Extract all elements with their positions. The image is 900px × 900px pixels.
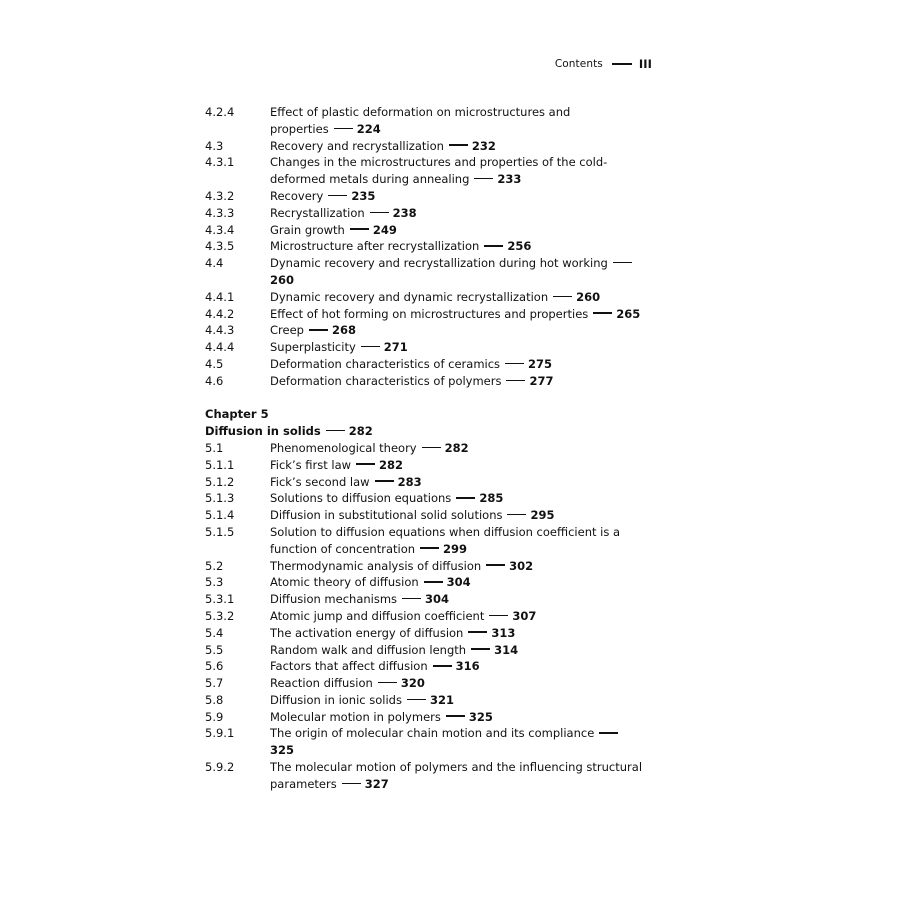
- entry-page: 235: [351, 188, 376, 203]
- table-of-contents: [205, 104, 645, 793]
- entry-page: 249: [372, 222, 397, 237]
- entry-number: 5.8: [205, 692, 224, 707]
- entry-text: [270, 104, 645, 138]
- leader-rule: [474, 178, 493, 180]
- entry-number: 4.3: [205, 138, 224, 153]
- toc-entry[interactable]: [205, 238, 645, 255]
- entry-page: 224: [356, 121, 381, 136]
- toc-entry[interactable]: [205, 339, 645, 356]
- entry-number: 4.3.1: [205, 155, 235, 170]
- toc-entry[interactable]: [205, 289, 645, 306]
- entry-page: 316: [455, 659, 480, 674]
- entry-number: 4.4.4: [205, 340, 235, 355]
- leader-rule: [326, 430, 345, 432]
- entry-page: 299: [443, 541, 468, 556]
- entry-title: Phenomenological theory: [270, 440, 417, 455]
- entry-number: 5.1.4: [205, 508, 235, 523]
- leader-rule: [402, 598, 421, 600]
- entry-title: Solution to diffusion equations when diffusion coefficient is a: [270, 524, 621, 539]
- leader-rule: [370, 212, 389, 214]
- leader-rule: [375, 480, 394, 482]
- entry-text: [270, 692, 645, 709]
- entry-text: [270, 675, 645, 692]
- entry-page: 325: [270, 743, 295, 758]
- leader-rule: [446, 715, 465, 717]
- entry-number: 4.2.4: [205, 105, 235, 119]
- entry-number: 5.1: [205, 440, 224, 455]
- toc-entry[interactable]: [205, 574, 645, 591]
- entry-title: Atomic theory of diffusion: [270, 575, 419, 590]
- entry-text: [270, 238, 645, 255]
- entry-number: 5.3.1: [205, 592, 235, 607]
- entry-number: 4.4.1: [205, 289, 235, 304]
- entry-number: 4.4.3: [205, 323, 235, 338]
- chapter-title-entry[interactable]: [205, 423, 645, 440]
- entry-page: 325: [468, 709, 493, 724]
- entry-page: 275: [528, 356, 553, 371]
- entry-text: [270, 289, 645, 306]
- leader-rule: [484, 245, 503, 247]
- entry-page: 282: [444, 440, 469, 455]
- entry-title: Atomic jump and diffusion coefficient: [270, 608, 485, 623]
- leader-rule: [420, 547, 439, 549]
- entry-number: 5.5: [205, 642, 224, 657]
- entry-text: [270, 725, 645, 759]
- running-header: [555, 57, 652, 71]
- toc-entry[interactable]: [205, 625, 645, 642]
- entry-text: [270, 255, 645, 289]
- entry-text: [270, 759, 645, 793]
- toc-entry[interactable]: [205, 709, 645, 726]
- entry-page: 327: [364, 776, 389, 791]
- entry-title: Deformation characteristics of polymers: [270, 373, 502, 388]
- entry-text: [270, 558, 645, 575]
- leader-rule: [433, 665, 452, 667]
- entry-number: 5.9: [205, 709, 224, 724]
- entry-number: 5.2: [205, 558, 224, 573]
- entry-text: [270, 625, 645, 642]
- toc-entry[interactable]: [205, 222, 645, 239]
- entry-text: [270, 574, 645, 591]
- leader-rule: [456, 497, 475, 499]
- entry-page: 238: [392, 205, 417, 220]
- leader-rule: [334, 128, 353, 130]
- entry-title: Recrystallization: [270, 205, 365, 220]
- entry-title: Effect of hot forming on microstructures and properties: [270, 306, 589, 321]
- entry-page: 321: [429, 692, 454, 707]
- leader-rule: [422, 447, 441, 449]
- entry-text: [270, 356, 645, 373]
- entry-title-continued: properties: [270, 121, 329, 136]
- entry-text: [270, 339, 645, 356]
- entry-title: Recovery: [270, 188, 324, 203]
- leader-rule: [613, 262, 632, 264]
- entry-page: 283: [397, 474, 422, 489]
- toc-entry[interactable]: [205, 608, 645, 625]
- entry-text: [270, 373, 645, 390]
- header-rule: [612, 63, 632, 65]
- entry-number: 4.4.2: [205, 306, 235, 321]
- entry-title: Molecular motion in polymers: [270, 709, 441, 724]
- entry-title: Diffusion mechanisms: [270, 592, 398, 607]
- entry-page: 282: [379, 457, 404, 472]
- entry-text: [270, 188, 645, 205]
- entry-title: Reaction diffusion: [270, 676, 373, 691]
- toc-entry[interactable]: [205, 154, 645, 188]
- entry-page: 256: [507, 239, 532, 254]
- entry-title: Dynamic recovery and recrystallization during hot working: [270, 256, 608, 271]
- entry-title: Thermodynamic analysis of diffusion: [270, 558, 482, 573]
- entry-text: [270, 490, 645, 507]
- entry-page: 302: [509, 558, 534, 573]
- entry-number: 5.1.5: [205, 524, 235, 539]
- entry-page: 268: [331, 323, 356, 338]
- entry-text: [270, 154, 645, 188]
- entry-number: 5.1.3: [205, 491, 235, 506]
- entry-page: 233: [497, 172, 522, 187]
- entry-title-continued: function of concentration: [270, 541, 416, 556]
- entry-page: 271: [383, 340, 408, 355]
- entry-number: 5.3: [205, 575, 224, 590]
- toc-entry[interactable]: [205, 507, 645, 524]
- leader-rule: [506, 380, 525, 382]
- toc-entry[interactable]: [205, 725, 645, 759]
- entry-number: 4.3.3: [205, 205, 235, 220]
- entry-title: Microstructure after recrystallization: [270, 239, 480, 254]
- entry-text: [270, 474, 645, 491]
- entry-title: Effect of plastic deformation on microstructures and: [270, 105, 571, 119]
- entry-page: 232: [471, 138, 496, 153]
- entry-title: Diffusion in substitutional solid solutions: [270, 508, 503, 523]
- entry-number: 4.3.5: [205, 239, 235, 254]
- toc-entry[interactable]: [205, 692, 645, 709]
- entry-text: [270, 709, 645, 726]
- leader-rule: [489, 615, 508, 617]
- leader-rule: [424, 581, 443, 583]
- leader-rule: [505, 363, 524, 365]
- entry-title-continued: deformed metals during annealing: [270, 172, 470, 187]
- entry-title: Diffusion in ionic solids: [270, 692, 402, 707]
- entry-text: [270, 440, 645, 457]
- entry-title: The activation energy of diffusion: [270, 625, 464, 640]
- running-head-title: Contents: [554, 58, 603, 70]
- toc-entry[interactable]: [205, 322, 645, 339]
- toc-entry[interactable]: [205, 524, 645, 558]
- entry-page: 313: [491, 625, 516, 640]
- leader-rule: [309, 329, 328, 331]
- entry-title: Solutions to diffusion equations: [270, 491, 452, 506]
- entry-number: 5.4: [205, 625, 224, 640]
- entry-number: 5.6: [205, 659, 224, 674]
- toc-entry[interactable]: [205, 138, 645, 155]
- leader-rule: [361, 346, 380, 348]
- entry-text: [270, 658, 645, 675]
- chapter-label: Chapter 5: [205, 407, 269, 422]
- entry-page: 260: [270, 272, 295, 287]
- leader-rule: [356, 463, 375, 465]
- toc-entry[interactable]: [205, 205, 645, 222]
- toc-entry[interactable]: [205, 759, 645, 793]
- entry-number: 5.1.1: [205, 457, 235, 472]
- leader-rule: [378, 682, 397, 684]
- toc-entry[interactable]: [205, 474, 645, 491]
- entry-title: Deformation characteristics of ceramics: [270, 356, 501, 371]
- leader-rule: [599, 732, 618, 734]
- entry-number: 4.3.2: [205, 188, 235, 203]
- leader-rule: [350, 228, 369, 230]
- entry-number: 5.7: [205, 676, 224, 691]
- leader-rule: [593, 312, 612, 314]
- entry-number: 4.6: [205, 373, 224, 388]
- leader-rule: [553, 296, 572, 298]
- entry-title-continued: parameters: [270, 776, 337, 791]
- entry-text: [270, 507, 645, 524]
- entry-page: 265: [616, 306, 641, 321]
- chapter-page: 282: [348, 424, 373, 439]
- toc-entry[interactable]: [205, 591, 645, 608]
- entry-title: Creep: [270, 323, 304, 338]
- toc-entry[interactable]: [205, 306, 645, 323]
- entry-page: 320: [400, 676, 425, 691]
- entry-title: Factors that affect diffusion: [270, 659, 428, 674]
- entry-text: [270, 322, 645, 339]
- entry-title: Random walk and diffusion length: [270, 642, 467, 657]
- entry-page: 295: [530, 508, 555, 523]
- entry-text: [270, 524, 645, 558]
- entry-title: Fick’s second law: [270, 474, 370, 489]
- entry-page: 304: [446, 575, 471, 590]
- toc-entry[interactable]: [205, 558, 645, 575]
- entry-title: Grain growth: [270, 222, 345, 237]
- toc-entry[interactable]: [205, 658, 645, 675]
- toc-entry[interactable]: [205, 255, 645, 289]
- entry-text: [270, 138, 645, 155]
- leader-rule: [471, 648, 490, 650]
- chapter-title: Diffusion in solids: [205, 424, 321, 439]
- entry-text: [270, 608, 645, 625]
- entry-text: [270, 222, 645, 239]
- entry-page: 277: [529, 373, 554, 388]
- entry-title: The origin of molecular chain motion and its compliance: [270, 726, 595, 741]
- entry-text: [270, 205, 645, 222]
- leader-rule: [486, 564, 505, 566]
- toc-entry[interactable]: [205, 188, 645, 205]
- entry-page: 285: [479, 491, 504, 506]
- entry-number: 5.1.2: [205, 474, 235, 489]
- entry-number: 5.3.2: [205, 608, 235, 623]
- leader-rule: [507, 514, 526, 516]
- entry-text: [270, 457, 645, 474]
- entry-number: 5.9.1: [205, 726, 235, 741]
- entry-title: Superplasticity: [270, 340, 356, 355]
- entry-title: Fick’s first law: [270, 457, 352, 472]
- page-folio: III: [638, 57, 652, 71]
- leader-rule: [449, 144, 468, 146]
- entry-page: 314: [494, 642, 519, 657]
- toc-entry[interactable]: [205, 373, 645, 390]
- entry-title: Changes in the microstructures and properties of the cold-: [270, 155, 608, 170]
- leader-rule: [468, 631, 487, 633]
- leader-rule: [407, 699, 426, 701]
- entry-number: 5.9.2: [205, 760, 235, 775]
- toc-entry[interactable]: [205, 490, 645, 507]
- entry-text: [270, 591, 645, 608]
- entry-page: 304: [425, 592, 450, 607]
- entry-text: [270, 642, 645, 659]
- leader-rule: [328, 195, 347, 197]
- toc-entry[interactable]: [205, 457, 645, 474]
- toc-entry[interactable]: [205, 440, 645, 457]
- entry-title: Dynamic recovery and dynamic recrystallization: [270, 289, 549, 304]
- toc-entry[interactable]: [205, 675, 645, 692]
- toc-entry[interactable]: [205, 356, 645, 373]
- toc-entry[interactable]: [205, 104, 645, 138]
- entry-title: Recovery and recrystallization: [270, 138, 444, 153]
- toc-entry[interactable]: [205, 642, 645, 659]
- entry-page: 307: [512, 608, 537, 623]
- leader-rule: [342, 783, 361, 785]
- entry-number: 4.5: [205, 356, 224, 371]
- entry-text: [270, 306, 645, 323]
- entry-number: 4.4: [205, 256, 224, 271]
- entry-title: The molecular motion of polymers and the influencing structural: [270, 760, 643, 775]
- entry-page: 260: [576, 289, 601, 304]
- entry-number: 4.3.4: [205, 222, 235, 237]
